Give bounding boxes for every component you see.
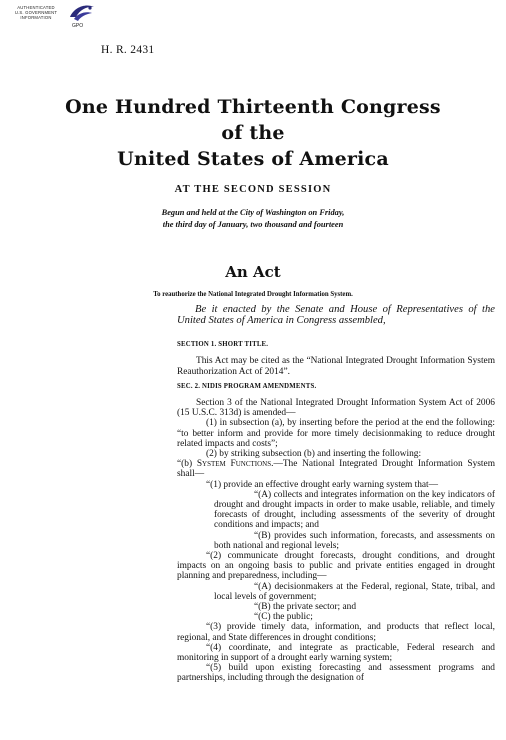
subsection-b-lead: “(b) — [177, 459, 197, 470]
section-2-intro: Section 3 of the National Integrated Drought Information System Act of 2006 (15 U.S.C. 313d) is amended— — [177, 398, 495, 419]
function-2: “(2) communicate drought forecasts, drought conditions, and drought impacts on an ongoing basis to public and private entities engaged in drought planning and preparedness, including— — [177, 551, 495, 582]
gpo-line: AUTHENTICATED — [17, 5, 55, 10]
gpo-label: GPO — [72, 23, 84, 29]
section-1-text: This Act may be cited as the “National Integrated Drought Information System Reauthorization Act of 2014”. — [177, 356, 495, 377]
function-3: “(3) provide timely data, information, and products that reflect local, regional, and State differences in drought conditions; — [177, 622, 495, 643]
gpo-line: U.S. GOVERNMENT — [14, 10, 58, 15]
bill-body — [177, 305, 495, 684]
paragraph-1: (1) in subsection (a), by inserting before the period at the end the following: “to better inform and provide for more timely decisionmaking to reduce drought related impacts and costs”; — [177, 418, 495, 449]
function-2-b: “(B) the private sector; and — [254, 602, 357, 613]
paragraph-2: (2) by striking subsection (b) and inserting the following: — [206, 449, 422, 460]
gpo-authentication-seal — [4, 3, 96, 35]
subsection-b — [177, 459, 495, 479]
function-1: “(1) provide an effective drought early warning system that— — [206, 479, 439, 490]
subsection-b-rest: .—The National Integrated Drought Information System shall— — [177, 459, 495, 480]
section-1-heading: SECTION 1. SHORT TITLE. — [177, 341, 269, 349]
congress-title-line-1: One Hundred Thirteenth Congress — [65, 96, 441, 118]
gpo-eagle-icon — [66, 3, 96, 25]
act-purpose: To reauthorize the National Integrated Drought Information System. — [153, 291, 353, 298]
begun-line-2: the third day of January, two thousand and fourteen — [162, 220, 344, 229]
function-1-a: “(A) collects and integrates information on the key indicators of drought and drought impacts in order to make usable, reliable, and timely forecasts of drought, including assessments of the severity of drought conditions and impacts; and — [214, 489, 495, 531]
function-2-a: “(A) decisionmakers at the Federal, regional, State, tribal, and local levels of government; — [214, 581, 495, 602]
act-heading: An Act — [225, 263, 281, 281]
section-2-heading: SEC. 2. NIDIS PROGRAM AMENDMENTS. — [177, 382, 317, 390]
gpo-line: INFORMATION — [20, 15, 52, 20]
function-2-c: “(C) the public; — [254, 612, 313, 623]
congress-title-line-3: United States of America — [117, 148, 389, 170]
bill-number: H. R. 2431 — [101, 44, 155, 56]
begun-line-1: Begun and held at the City of Washington on Friday, — [161, 208, 345, 217]
enacting-clause: Be it enacted by the Senate and House of Representatives of the United States of America in Congress assembled, — [177, 304, 495, 326]
function-4: “(4) coordinate, and integrate as practicable, Federal research and monitoring in support of a drought early warning system; — [177, 642, 495, 664]
gpo-seal-text — [4, 5, 68, 20]
function-5: “(5) build upon existing forecasting and assessment programs and partnerships, including through the designation of — [177, 663, 495, 684]
function-1-b: “(B) provides such information, forecasts, and assessments on both national and regional levels; — [214, 530, 495, 551]
session-heading: AT THE SECOND SESSION — [174, 184, 332, 195]
subsection-b-caption: System Functions — [196, 459, 272, 470]
congress-title-line-2: of the — [221, 122, 285, 144]
